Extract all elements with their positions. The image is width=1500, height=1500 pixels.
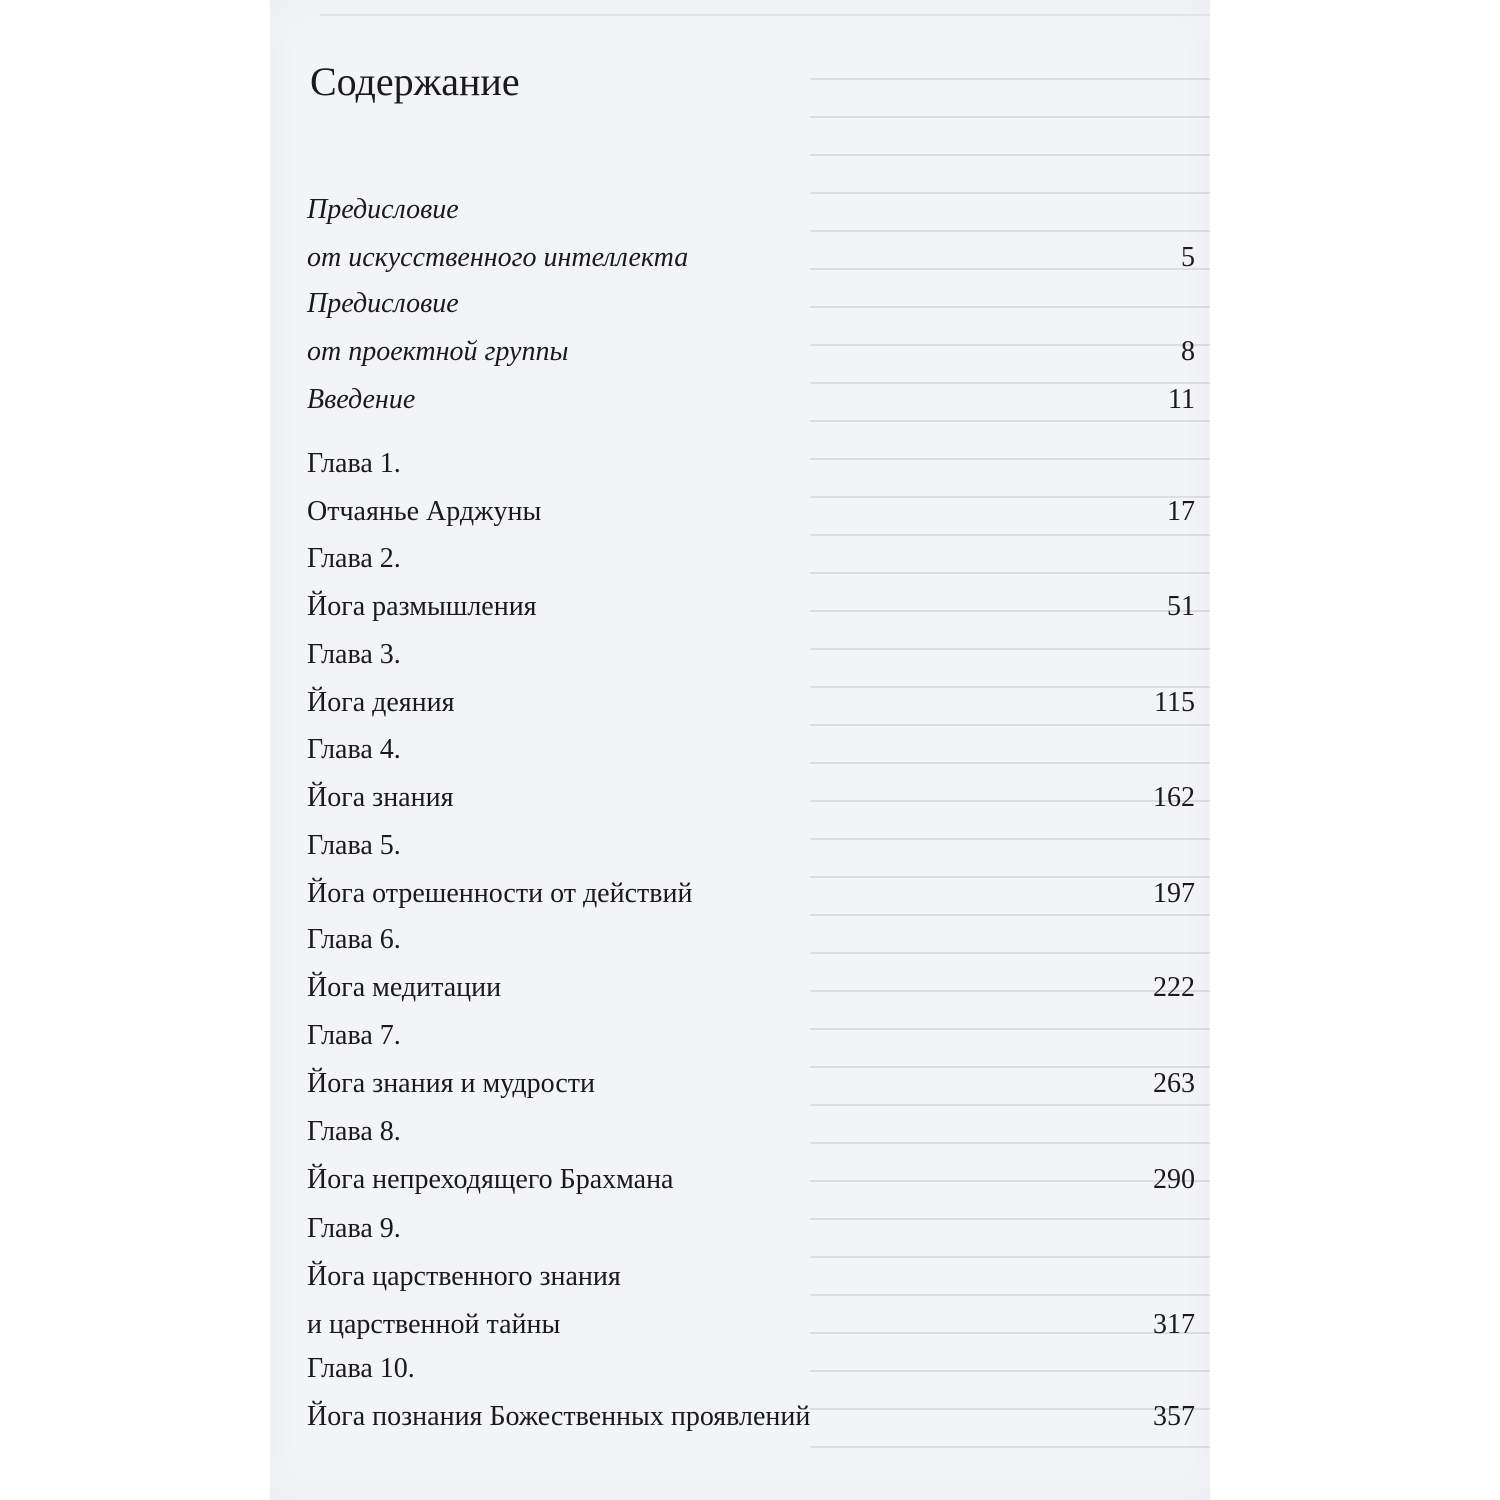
toc-entry — [307, 376, 1195, 424]
toc-entry — [307, 535, 1195, 631]
toc-entry — [307, 1012, 1195, 1108]
page-number: 162 — [1153, 782, 1195, 813]
page-number: 317 — [1153, 1309, 1195, 1340]
chapter-number: Глава 9. — [307, 1213, 401, 1244]
page-title: Содержание — [310, 59, 520, 104]
entry-line: Введение — [307, 384, 416, 415]
page-number: 11 — [1168, 384, 1195, 415]
page-number: 5 — [1181, 242, 1195, 273]
page-number: 290 — [1153, 1164, 1195, 1195]
chapter-number: Глава 3. — [307, 639, 401, 670]
chapter-number: Глава 4. — [307, 734, 401, 765]
entry-line: от искусственного интеллекта — [307, 242, 689, 273]
page-number: 357 — [1153, 1401, 1195, 1432]
toc-entry — [307, 1345, 1195, 1441]
chapter-title: Йога непреходящего Брахмана — [307, 1164, 674, 1195]
toc-entry — [307, 1205, 1195, 1349]
toc-entry — [307, 726, 1195, 822]
page-number: 197 — [1153, 878, 1195, 909]
page-number: 115 — [1154, 687, 1195, 718]
chapter-title: Йога отрешенности от действий — [307, 878, 693, 909]
page-top-rule — [320, 14, 1210, 16]
toc-entry — [307, 1108, 1195, 1204]
chapter-number: Глава 7. — [307, 1020, 401, 1051]
chapter-title: Йога медитации — [307, 972, 502, 1003]
chapter-number: Глава 10. — [307, 1353, 415, 1384]
entry-line: Предисловие — [307, 194, 459, 225]
entry-line: Предисловие — [307, 288, 459, 319]
chapter-title-continued: и царственной тайны — [307, 1309, 561, 1340]
chapter-number: Глава 8. — [307, 1116, 401, 1147]
page-number: 51 — [1167, 591, 1195, 622]
chapter-title: Йога размышления — [307, 591, 537, 622]
toc-entry — [307, 822, 1195, 918]
chapter-title: Отчаянье Арджуны — [307, 496, 542, 527]
page-number: 8 — [1181, 336, 1195, 367]
chapter-title: Йога знания — [307, 782, 454, 813]
chapter-number: Глава 5. — [307, 830, 401, 861]
entry-line: от проектной группы — [307, 336, 569, 367]
toc-entry — [307, 916, 1195, 1012]
chapter-number: Глава 1. — [307, 448, 401, 479]
chapter-title: Йога познания Божественных проявлений — [307, 1401, 811, 1432]
toc-entry — [307, 280, 1195, 376]
chapter-title: Йога деяния — [307, 687, 455, 718]
chapter-title: Йога царственного знания — [307, 1261, 621, 1292]
page-number: 263 — [1153, 1068, 1195, 1099]
toc-entry — [307, 631, 1195, 727]
page-number: 222 — [1153, 972, 1195, 1003]
page-number: 17 — [1167, 496, 1195, 527]
chapter-number: Глава 2. — [307, 543, 401, 574]
chapter-number: Глава 6. — [307, 924, 401, 955]
chapter-title: Йога знания и мудрости — [307, 1068, 595, 1099]
toc-entry — [307, 440, 1195, 536]
toc-entry — [307, 186, 1195, 282]
